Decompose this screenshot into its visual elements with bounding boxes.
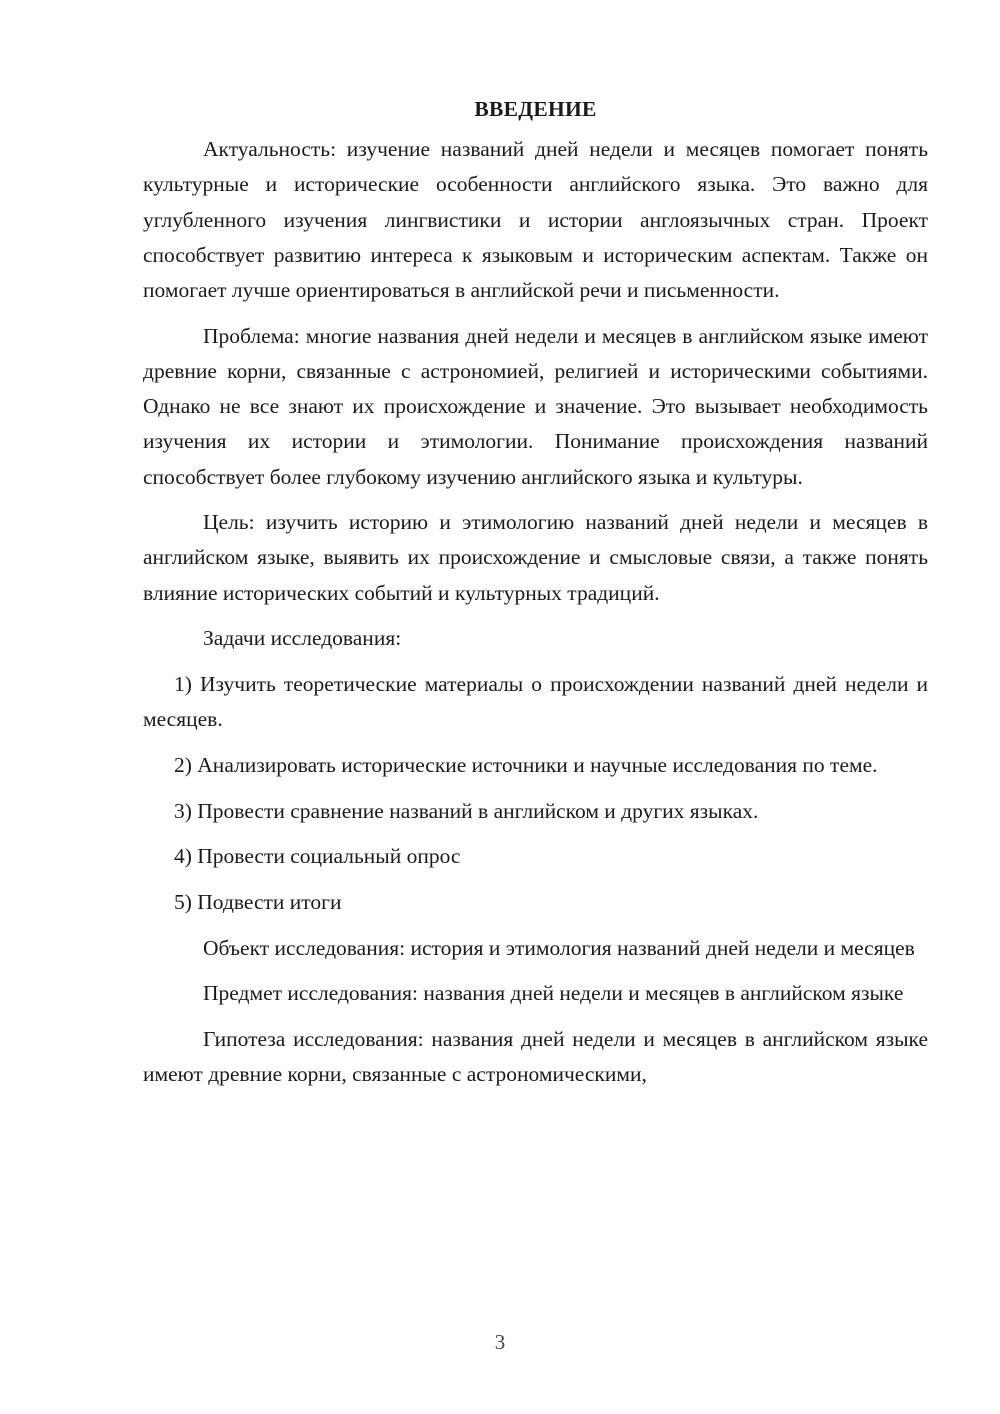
object-paragraph: Объект исследования: история и этимология названий дней недели и месяцев: [203, 935, 915, 960]
task-item: 5) Подвести итоги: [174, 890, 342, 915]
subject-paragraph: Предмет исследования: названия дней недели и месяцев в английском языке: [203, 981, 904, 1006]
task-item: 3) Провести сравнение названий в английском и других языках.: [174, 798, 759, 823]
document-page: [143, 92, 928, 1103]
tasks-title: Задачи исследования:: [203, 626, 402, 651]
task-item: 1) Изучить теоретические материалы о происхождении названий дней недели и месяцев.: [143, 672, 928, 732]
hypothesis-paragraph: Гипотеза исследования: названия дней недели и месяцев в английском языке имеют древние корни, связанные с астрономическими,: [143, 1027, 928, 1087]
relevance-paragraph: Актуальность: изучение названий дней недели и месяцев помогает понять культурные и исторические особенности английского языка. Это важно для углубленного изучения лингвистики и истории англоязычных стран. Проект способствует развитию интереса к языковым и историческим аспектам. Также он помогает лучше ориентироваться в английской речи и письменности.: [143, 137, 928, 303]
section-heading: ВВЕДЕНИЕ: [474, 97, 597, 121]
task-item: 4) Провести социальный опрос: [174, 844, 461, 869]
page-number: 3: [494, 1330, 506, 1354]
task-item: 2) Анализировать исторические источники и научные исследования по теме.: [174, 752, 878, 777]
problem-paragraph: Проблема: многие названия дней недели и месяцев в английском языке имеют древние корни, связанные с астрономией, религией и историческими событиями. Однако не все знают их происхождение и значение. Это вызывает необходимость изучения их истории и этимологии. Понимание происхождения названий способствует более глубокому изучению английского языка и культуры.: [143, 323, 928, 489]
goal-paragraph: Цель: изучить историю и этимологию названий дней недели и месяцев в английском языке, выявить их происхождение и смысловые связи, а также понять влияние исторических событий и культурных традиций.: [143, 510, 928, 605]
